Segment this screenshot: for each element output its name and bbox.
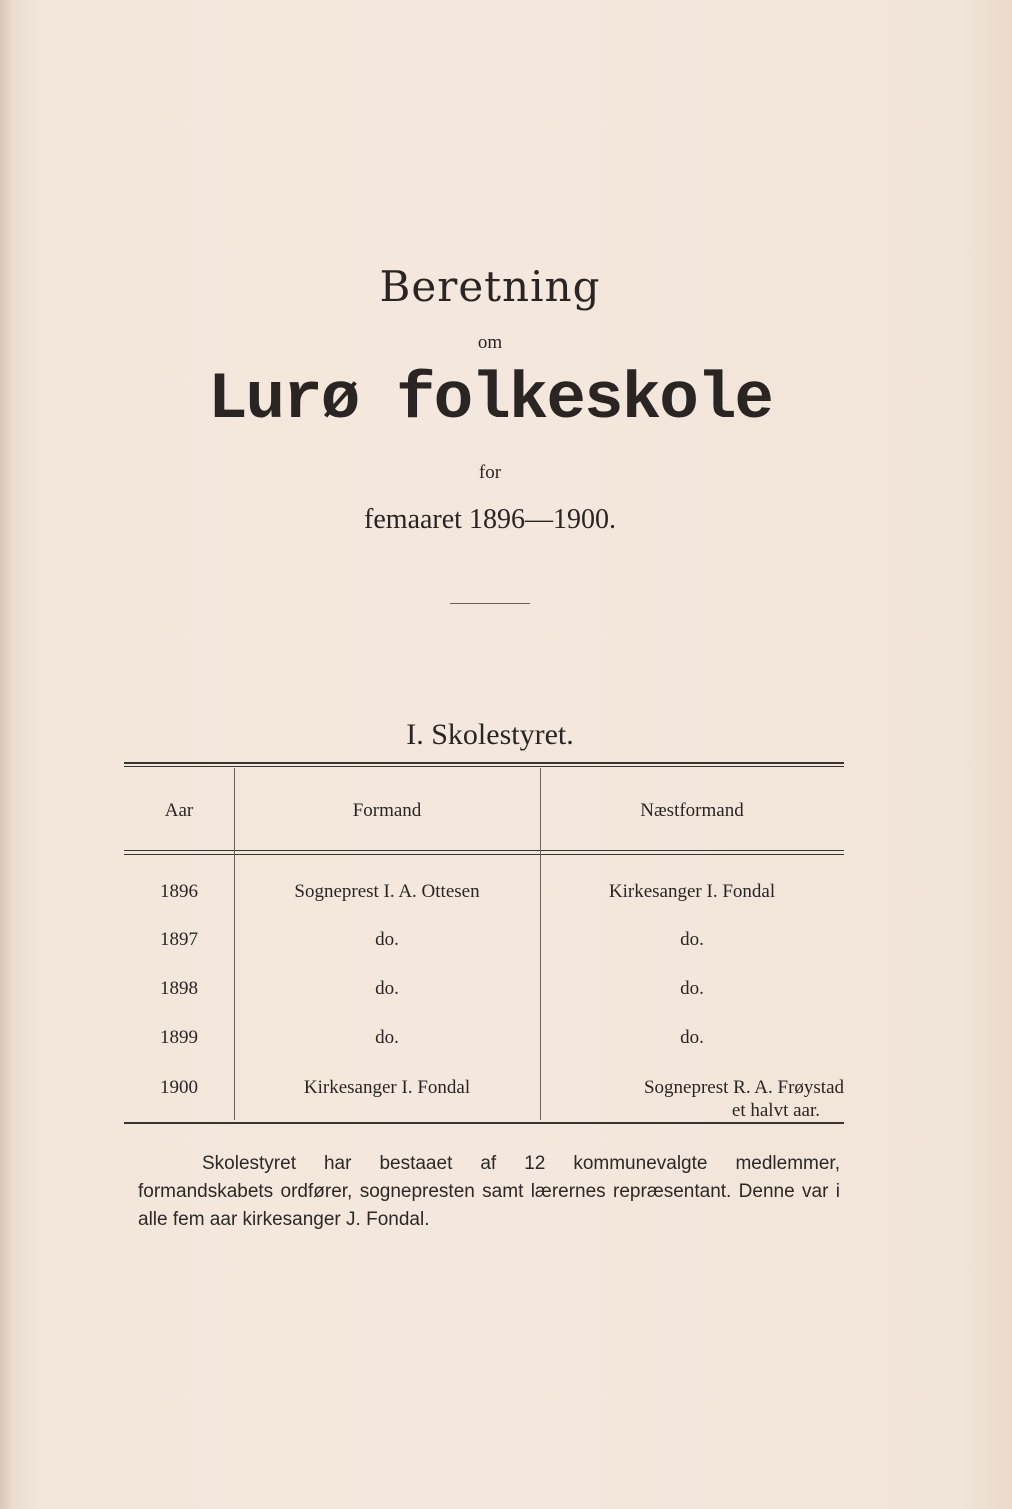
report-period: femaaret 1896—1900. (364, 504, 616, 535)
header-rule-2 (124, 854, 844, 855)
page-edge-shadow (0, 0, 12, 1509)
row-1896-naestformand: Kirkesanger I. Fondal (608, 881, 776, 902)
row-1900-naestformand: Sogneprest R. A. Frøystad (643, 1077, 844, 1098)
row-1897-formand: do. (375, 929, 399, 950)
title-separator (450, 603, 530, 604)
body-paragraph (138, 1150, 840, 1234)
table-bottom-rule (124, 1122, 844, 1124)
row-1900-formand: Kirkesanger I. Fondal (303, 1077, 471, 1098)
row-1899-formand: do. (375, 1027, 399, 1048)
row-1897-naestformand: do. (680, 929, 704, 950)
row-1899-aar: 1899 (160, 1027, 198, 1048)
row-1897-aar: 1897 (160, 929, 198, 950)
table-top-rule-thin (124, 766, 844, 767)
title-om: om (477, 332, 503, 353)
row-1896-aar: 1896 (160, 881, 198, 902)
title-for: for (478, 462, 502, 483)
row-1898-aar: 1898 (160, 978, 198, 999)
report-title: Beretning (379, 262, 601, 311)
board-table (124, 762, 844, 1127)
header-aar: Aar (164, 800, 194, 821)
header-formand: Formand (352, 800, 422, 821)
row-1900-note: et halvt aar. (731, 1100, 820, 1121)
row-1898-naestformand: do. (680, 978, 704, 999)
row-1899-naestformand: do. (680, 1027, 704, 1048)
row-1898-formand: do. (375, 978, 399, 999)
section-heading: I. Skolestyret. (406, 718, 574, 751)
table-top-rule (124, 762, 844, 764)
header-rule-1 (124, 850, 844, 851)
row-1896-formand: Sogneprest I. A. Ottesen (294, 881, 480, 902)
school-name: Lurø folkeskole (207, 362, 773, 437)
row-1900-aar: 1900 (160, 1077, 198, 1098)
header-naestformand: Næstformand (640, 800, 744, 821)
paragraph-text: Skolestyret har bestaaet af 12 kommunevalgte medlemmer, formandskabets ordfører, sognepresten samt lærernes repræsentant. Denne var i alle fem aar kirkesanger J. Fondal. (138, 1153, 840, 1230)
